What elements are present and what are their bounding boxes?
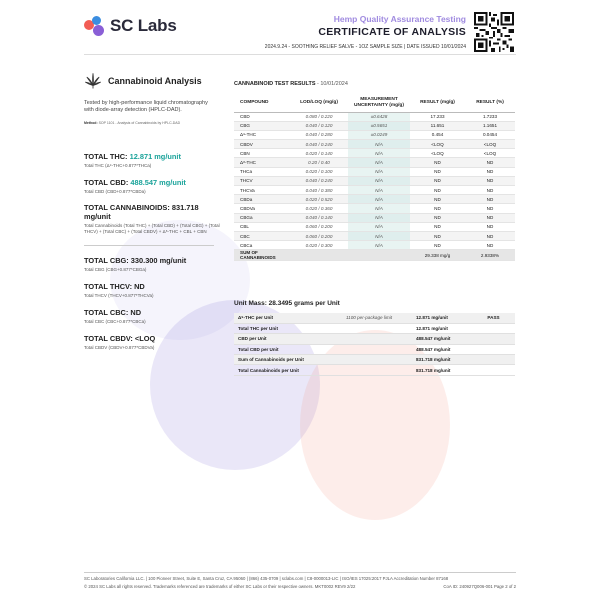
table-cell: 0.060 / 0.200 bbox=[290, 231, 348, 240]
table-cell: THCV bbox=[234, 176, 290, 185]
table-cell: 29.338 mg/g bbox=[410, 250, 465, 261]
table-row bbox=[234, 334, 515, 344]
table-header-row bbox=[234, 94, 515, 112]
total-cbdv bbox=[84, 334, 224, 351]
method-text: SOP 1101 - Analysis of Cannabinoids by HPLC-DAD bbox=[98, 120, 181, 125]
table-cell: CBDa bbox=[234, 195, 290, 204]
table-cell: ND bbox=[465, 213, 515, 222]
total-label: TOTAL CBD: bbox=[84, 178, 131, 187]
column-header: MEASUREMENT UNCERTAINTY (mg/g) bbox=[348, 94, 410, 112]
total-formula: Total CBC (CBC+0.877*CBCa) bbox=[84, 319, 146, 324]
table-row bbox=[234, 355, 515, 365]
table-cell bbox=[290, 250, 348, 261]
table-cell: N/A bbox=[348, 204, 410, 213]
table-row bbox=[234, 204, 515, 213]
table-cell: CBGa bbox=[234, 213, 290, 222]
table-cell: 0.040 / 0.240 bbox=[290, 176, 348, 185]
brand-name: SC Labs bbox=[110, 16, 177, 35]
table-cell: N/A bbox=[348, 213, 410, 222]
table-cell: ±0.5651 bbox=[348, 121, 410, 130]
total-formula: Total Cannabinoids (Total THC) + (Total CBD) + (Total CBG) + (Total THCV) + (Total CBC) + (Total CBDV) + Δ⁸-THC + CBL + CBN bbox=[84, 223, 220, 235]
total-value: 488.547 mg/unit bbox=[130, 178, 186, 187]
method-description: Tested by high-performance liquid chromatography with diode-array detection (HPLC-DAD). bbox=[84, 100, 208, 114]
total-formula: Total THC (Δ⁹-THC+0.877*THCa) bbox=[84, 163, 152, 168]
table-cell: <LOQ bbox=[410, 140, 465, 149]
table-cell: ND bbox=[465, 186, 515, 195]
cannabinoid-results-table bbox=[234, 94, 515, 261]
table-cell: 12.871 mg/unit bbox=[412, 323, 472, 333]
table-cell: 0.040 / 0.280 bbox=[290, 130, 348, 139]
table-cell: 12.871 mg/unit bbox=[412, 313, 472, 323]
table-row bbox=[234, 231, 515, 240]
table-cell: 0.020 / 0.100 bbox=[290, 167, 348, 176]
results-title-text: CANNABINOID TEST RESULTS bbox=[234, 81, 316, 87]
sample-meta: 2024.9.24 - SOOTHING RELIEF SALVE - 1OZ SAMPLE SIZE | DATE ISSUED 10/01/2024 bbox=[264, 44, 466, 50]
table-cell bbox=[326, 334, 412, 344]
total-label: TOTAL THCV: ND bbox=[84, 282, 145, 291]
column-header: RESULT (%) bbox=[465, 94, 515, 112]
table-cell: Sum of Cannabinoids per Unit bbox=[234, 355, 326, 365]
footer-address: SC Laboratories California LLC. | 100 Pioneer Street, Suite E, Santa Cruz, CA 95060 | (866) 435-0709 | sclabs.com | C8-0000013-LIC | ISO/IES 17025:2017 PJLA Accreditation Number 87168 bbox=[84, 576, 449, 581]
total-label: TOTAL THC: bbox=[84, 152, 130, 161]
table-cell: CBN bbox=[234, 149, 290, 158]
total-cannabinoids bbox=[84, 203, 224, 235]
table-cell: 488.547 mg/unit bbox=[412, 344, 472, 354]
table-row bbox=[234, 344, 515, 354]
total-cbd bbox=[84, 178, 224, 195]
table-cell bbox=[472, 365, 515, 375]
method-reference bbox=[84, 121, 219, 125]
table-cell: <LOQ bbox=[465, 149, 515, 158]
table-cell: 1.7233 bbox=[465, 112, 515, 121]
table-cell bbox=[326, 365, 412, 375]
section-divider bbox=[84, 245, 214, 246]
table-cell bbox=[348, 250, 410, 261]
unit-mass-title: Unit Mass: 28.3495 grams per Unit bbox=[234, 300, 340, 307]
table-cell: <LOQ bbox=[465, 140, 515, 149]
table-cell: ND bbox=[410, 158, 465, 167]
table-cell: ND bbox=[465, 195, 515, 204]
table-cell: N/A bbox=[348, 241, 410, 250]
table-row bbox=[234, 313, 515, 323]
table-cell: CBDV bbox=[234, 140, 290, 149]
table-cell: 11.651 bbox=[410, 121, 465, 130]
table-cell: 0.060 / 0.200 bbox=[290, 222, 348, 231]
table-cell: N/A bbox=[348, 140, 410, 149]
table-cell: 17.233 bbox=[410, 112, 465, 121]
header-subtitle: Hemp Quality Assurance Testing bbox=[333, 14, 466, 24]
table-row bbox=[234, 121, 515, 130]
table-cell: Total CBD per Unit bbox=[234, 344, 326, 354]
table-cell bbox=[472, 334, 515, 344]
table-row bbox=[234, 186, 515, 195]
logo-mark-icon bbox=[84, 16, 106, 36]
table-row bbox=[234, 149, 515, 158]
table-cell: Δ⁸-THC bbox=[234, 158, 290, 167]
table-cell: CBC bbox=[234, 231, 290, 240]
table-cell: 0.040 / 0.140 bbox=[290, 213, 348, 222]
table-cell: ND bbox=[410, 204, 465, 213]
total-thcv bbox=[84, 282, 224, 299]
table-cell: SUM OF CANNABINOIDS bbox=[234, 250, 290, 261]
column-header: COMPOUND bbox=[234, 94, 290, 112]
total-formula: Total CBD (CBD+0.877*CBDa) bbox=[84, 189, 146, 194]
table-cell: ND bbox=[410, 222, 465, 231]
table-row bbox=[234, 158, 515, 167]
table-cell: 0.0454 bbox=[465, 130, 515, 139]
table-cell bbox=[326, 323, 412, 333]
total-cbc bbox=[84, 308, 224, 325]
table-cell: N/A bbox=[348, 186, 410, 195]
sum-row bbox=[234, 250, 515, 261]
table-row bbox=[234, 112, 515, 121]
table-cell: 0.040 / 0.120 bbox=[290, 121, 348, 130]
table-cell: THCVa bbox=[234, 186, 290, 195]
table-cell: N/A bbox=[348, 149, 410, 158]
table-cell: N/A bbox=[348, 195, 410, 204]
table-cell: 0.080 / 0.220 bbox=[290, 112, 348, 121]
table-cell: ND bbox=[465, 204, 515, 213]
total-thc bbox=[84, 152, 224, 169]
table-cell: ND bbox=[465, 241, 515, 250]
total-label: TOTAL CBC: ND bbox=[84, 308, 142, 317]
table-cell: Δ⁹-THC per Unit bbox=[234, 313, 326, 323]
section-title: Cannabinoid Analysis bbox=[108, 76, 202, 86]
footer-copyright bbox=[84, 584, 516, 589]
total-formula: Total CBG (CBG+0.877*CBGa) bbox=[84, 267, 147, 272]
total-label: TOTAL CANNABINOIDS: 831.718 mg/unit bbox=[84, 203, 199, 221]
table-cell bbox=[472, 344, 515, 354]
table-cell: Total Cannabinoids per Unit bbox=[234, 365, 326, 375]
table-row bbox=[234, 130, 515, 139]
table-cell: N/A bbox=[348, 231, 410, 240]
table-cell: 0.020 / 0.360 bbox=[290, 204, 348, 213]
table-cell: CBL bbox=[234, 222, 290, 231]
table-cell: PASS bbox=[472, 313, 515, 323]
table-cell: 1.1651 bbox=[465, 121, 515, 130]
table-cell: N/A bbox=[348, 158, 410, 167]
table-cell bbox=[326, 355, 412, 365]
table-cell: ND bbox=[465, 222, 515, 231]
results-title bbox=[234, 81, 348, 87]
table-cell: ND bbox=[410, 213, 465, 222]
total-cbg bbox=[84, 256, 224, 273]
table-cell: ND bbox=[410, 241, 465, 250]
table-cell: THCa bbox=[234, 167, 290, 176]
table-cell: 0.020 / 0.140 bbox=[290, 149, 348, 158]
copyright-text: © 2024 SC Labs all rights reserved. Trademarks referenced are trademarks of either SC Labs or their respective owners. MKT0002 REV9 2/22 bbox=[84, 584, 356, 589]
table-row bbox=[234, 213, 515, 222]
table-cell: CBDVa bbox=[234, 204, 290, 213]
table-cell: CBD per Unit bbox=[234, 334, 326, 344]
coa-id: CoA ID: 240927Q006-001 Page 2 of 2 bbox=[443, 584, 516, 589]
table-cell: N/A bbox=[348, 222, 410, 231]
table-cell bbox=[472, 355, 515, 365]
analysis-summary bbox=[84, 72, 219, 125]
table-cell: 488.547 mg/unit bbox=[412, 334, 472, 344]
table-cell: ND bbox=[465, 158, 515, 167]
table-cell: 0.040 / 0.240 bbox=[290, 140, 348, 149]
column-header: LOD/LOQ (mg/g) bbox=[290, 94, 348, 112]
table-cell: CBD bbox=[234, 112, 290, 121]
table-cell: ND bbox=[410, 167, 465, 176]
header-divider bbox=[84, 54, 516, 55]
table-cell: ND bbox=[410, 231, 465, 240]
table-row bbox=[234, 365, 515, 375]
results-date: - 10/01/2024 bbox=[315, 81, 348, 87]
table-row bbox=[234, 195, 515, 204]
table-cell bbox=[472, 323, 515, 333]
table-row bbox=[234, 140, 515, 149]
table-cell: Δ⁹-THC bbox=[234, 130, 290, 139]
table-cell: 0.454 bbox=[410, 130, 465, 139]
table-cell: <LOQ bbox=[410, 149, 465, 158]
table-cell: 0.040 / 0.380 bbox=[290, 186, 348, 195]
table-cell: ND bbox=[410, 195, 465, 204]
unit-mass-table bbox=[234, 313, 515, 376]
table-row bbox=[234, 167, 515, 176]
table-cell: 1100 per-package limit bbox=[326, 313, 412, 323]
table-cell: 831.718 mg/unit bbox=[412, 355, 472, 365]
table-cell: CBG bbox=[234, 121, 290, 130]
table-cell bbox=[326, 344, 412, 354]
table-cell: ND bbox=[465, 167, 515, 176]
table-cell: 831.718 mg/unit bbox=[412, 365, 472, 375]
table-cell: 2.9338% bbox=[465, 250, 515, 261]
total-formula: Total CBDV (CBDV+0.877*CBDVa) bbox=[84, 345, 155, 350]
table-row bbox=[234, 241, 515, 250]
total-label: TOTAL CBDV: <LOQ bbox=[84, 334, 156, 343]
table-cell: CBCa bbox=[234, 241, 290, 250]
table-cell: 0.20 / 0.40 bbox=[290, 158, 348, 167]
section-header bbox=[84, 72, 219, 90]
method-label: Method: bbox=[84, 120, 98, 125]
total-formula: Total THCV (THCV+0.877*THCVa) bbox=[84, 293, 154, 298]
qr-code-icon bbox=[474, 12, 514, 52]
table-cell: Total THC per Unit bbox=[234, 323, 326, 333]
table-cell: N/A bbox=[348, 176, 410, 185]
table-cell: ±0.0249 bbox=[348, 130, 410, 139]
table-row bbox=[234, 222, 515, 231]
table-cell: 0.020 / 0.520 bbox=[290, 195, 348, 204]
table-cell: ND bbox=[465, 176, 515, 185]
page-title: CERTIFICATE OF ANALYSIS bbox=[318, 26, 466, 38]
table-cell: ±0.6428 bbox=[348, 112, 410, 121]
total-label: TOTAL CBG: 330.300 mg/unit bbox=[84, 256, 187, 265]
cannabis-leaf-icon bbox=[84, 72, 102, 90]
column-header: RESULT (mg/g) bbox=[410, 94, 465, 112]
table-cell: ND bbox=[410, 186, 465, 195]
table-row bbox=[234, 323, 515, 333]
total-value: 12.871 mg/unit bbox=[129, 152, 181, 161]
sc-labs-logo bbox=[84, 16, 177, 36]
table-cell: ND bbox=[465, 231, 515, 240]
table-row bbox=[234, 176, 515, 185]
table-cell: N/A bbox=[348, 167, 410, 176]
table-cell: ND bbox=[410, 176, 465, 185]
table-cell: 0.020 / 0.300 bbox=[290, 241, 348, 250]
footer-divider bbox=[84, 572, 516, 573]
